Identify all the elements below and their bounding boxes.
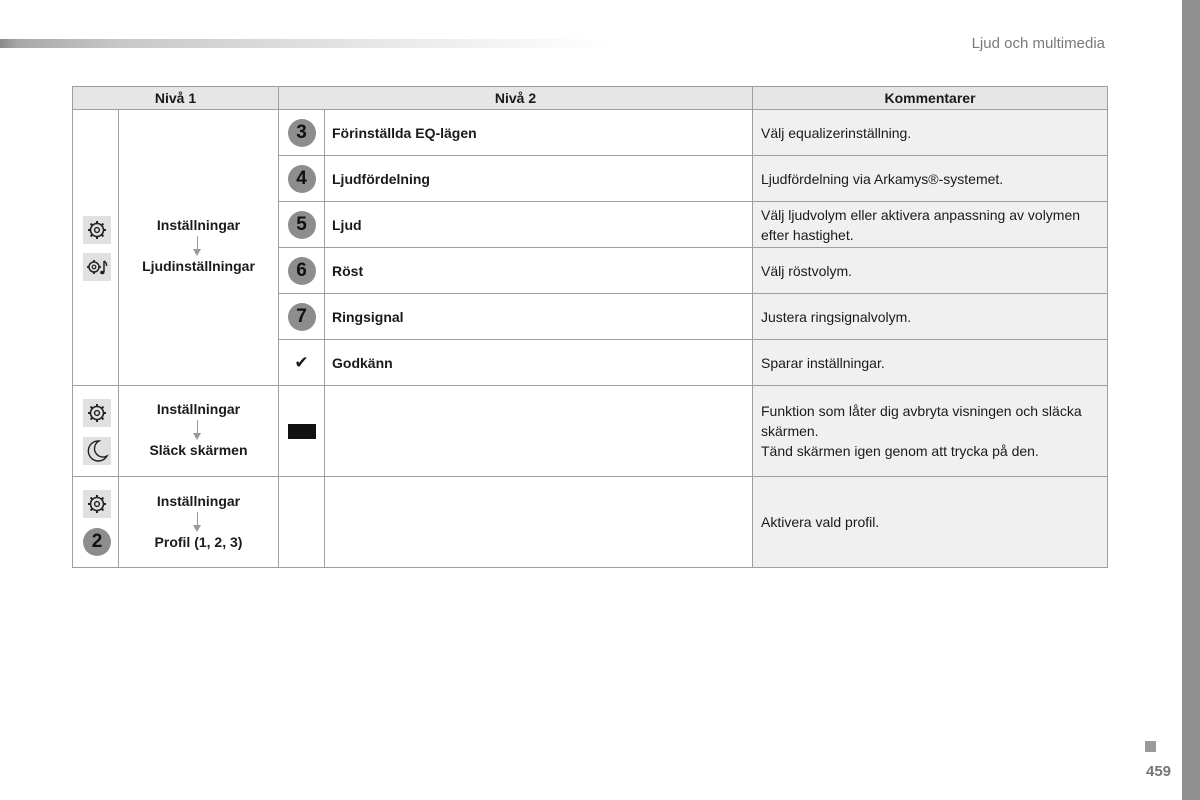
table-row	[73, 110, 1108, 156]
number-badge-icon: 6	[288, 257, 316, 285]
comment: Aktivera vald profil.	[753, 477, 1108, 568]
header-gradient-bar	[0, 39, 610, 48]
comment: Justera ringsignalvolym.	[753, 294, 1108, 340]
badge-empty	[279, 477, 325, 568]
comment: Sparar inställningar.	[753, 340, 1108, 386]
settings-gear-icon[interactable]	[83, 216, 111, 244]
page-edge-bar	[1182, 0, 1200, 800]
badge-cell	[279, 248, 325, 294]
down-arrowhead-icon	[193, 249, 201, 256]
group2-level1-cell	[119, 386, 279, 477]
level2-label: Ljudfördelning	[325, 156, 753, 202]
badge-cell	[279, 156, 325, 202]
table-header-row	[73, 87, 1108, 110]
badge-cell	[279, 202, 325, 248]
down-arrowhead-icon	[193, 433, 201, 440]
header-level2: Nivå 2	[279, 87, 753, 110]
badge-cell	[279, 110, 325, 156]
badge-cell	[279, 386, 325, 477]
comment-line: Tänd skärmen igen genom att trycka på den.	[761, 443, 1039, 459]
down-arrow-icon	[197, 512, 198, 526]
settings-table	[72, 86, 1108, 568]
table-row	[73, 386, 1108, 477]
profile-number: 2	[83, 528, 111, 556]
level2-empty	[325, 477, 753, 568]
number-badge-icon: 5	[288, 211, 316, 239]
section-title: Ljud och multimedia	[971, 35, 1105, 52]
level2-label: Förinställda EQ-lägen	[325, 110, 753, 156]
header-comments: Kommentarer	[753, 87, 1108, 110]
screen-off-icon	[288, 424, 316, 439]
header-level1: Nivå 1	[73, 87, 279, 110]
page-number: 459	[1146, 763, 1172, 780]
level1-label: Inställningar	[156, 401, 241, 417]
comment: Välj ljudvolym eller aktivera anpassning av volymen efter hastighet.	[753, 202, 1108, 248]
level1-label: Inställningar	[156, 217, 241, 233]
number-badge-icon: 7	[288, 303, 316, 331]
profile-badge-icon[interactable]	[83, 528, 111, 556]
moon-icon[interactable]	[83, 437, 111, 465]
badge-cell	[279, 294, 325, 340]
level2-label: Ljud	[325, 202, 753, 248]
badge-cell	[279, 340, 325, 386]
group3-level1-cell	[119, 477, 279, 568]
comment	[753, 386, 1108, 477]
page-marker	[1145, 741, 1156, 752]
level2-empty	[325, 386, 753, 477]
level1-sublabel: Släck skärmen	[149, 442, 248, 458]
audio-settings-icon[interactable]	[83, 253, 111, 281]
down-arrowhead-icon	[193, 525, 201, 532]
group3-icon-cell	[73, 477, 119, 568]
level1-sublabel: Profil (1, 2, 3)	[154, 534, 243, 550]
table-row	[73, 477, 1108, 568]
comment: Välj röstvolym.	[753, 248, 1108, 294]
down-arrow-icon	[197, 236, 198, 250]
settings-gear-icon[interactable]	[83, 490, 111, 518]
comment-line: Funktion som låter dig avbryta visningen och släcka skärmen.	[761, 403, 1082, 439]
down-arrow-icon	[197, 420, 198, 434]
comment: Välj equalizerinställning.	[753, 110, 1108, 156]
level2-label: Röst	[325, 248, 753, 294]
group1-level1-cell	[119, 110, 279, 386]
level1-label: Inställningar	[156, 493, 241, 509]
level2-label: Ringsignal	[325, 294, 753, 340]
comment: Ljudfördelning via Arkamys®-systemet.	[753, 156, 1108, 202]
group1-icon-cell	[73, 110, 119, 386]
group2-icon-cell	[73, 386, 119, 477]
level2-label: Godkänn	[325, 340, 753, 386]
level1-sublabel: Ljudinställningar	[142, 258, 255, 274]
number-badge-icon: 4	[288, 165, 316, 193]
checkmark-icon: ✔	[294, 352, 309, 372]
number-badge-icon: 3	[288, 119, 316, 147]
settings-gear-icon[interactable]	[83, 399, 111, 427]
